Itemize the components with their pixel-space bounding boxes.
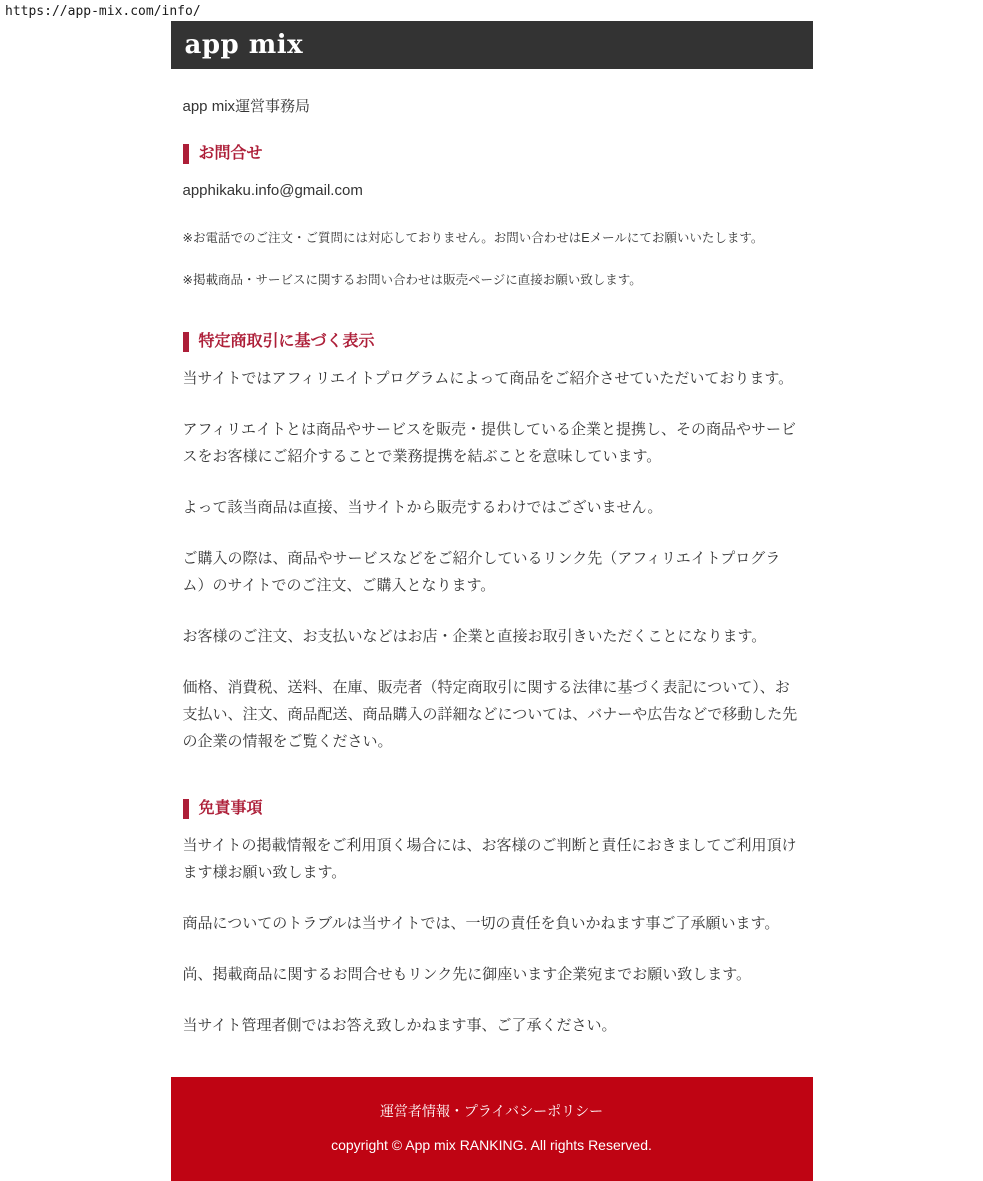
section-transactions [183, 332, 801, 755]
page-container [171, 21, 813, 1181]
main-content [171, 93, 813, 1039]
paragraph: 当サイト管理者側ではお答え致しかねます事、ご了承ください。 [182, 1017, 617, 1034]
paragraph: アフィリエイトとは商品やサービスを販売・提供している企業と提携し、その商品やサービスをお客様にご紹介することで業務提携を結ぶことを意味しています。 [182, 421, 797, 465]
paragraph: 尚、掲載商品に関するお問合せもリンク先に御座います企業宛までお願い致します。 [182, 966, 752, 983]
section-heading-contact: お問合せ [183, 144, 801, 164]
section-heading-transactions: 特定商取引に基づく表示 [183, 332, 801, 352]
footer-privacy-link[interactable]: 運営者情報・プライバシーポリシー [379, 1103, 604, 1119]
section-disclaimer [183, 799, 801, 1039]
site-header [171, 21, 813, 69]
contact-note: ※掲載商品・サービスに関するお問い合わせは販売ページに直接お願い致します。 [182, 273, 642, 287]
contact-email: apphikaku.info@gmail.com [182, 182, 363, 199]
paragraph: 当サイトではアフィリエイトプログラムによって商品をご紹介させていただいております。 [182, 370, 794, 387]
paragraph: ご購入の際は、商品やサービスなどをご紹介しているリンク先（アフィリエイトプログラム）のサイトでのご注文、ご購入となります。 [182, 550, 781, 594]
paragraph: 商品についてのトラブルは当サイトでは、一切の責任を負いかねます事ご了承願います。 [182, 915, 780, 932]
contact-note: ※お電話でのご注文・ご質問には対応しておりません。お問い合わせはEメールにてお願いいたします。 [182, 231, 764, 245]
paragraph: よって該当商品は直接、当サイトから販売するわけではございません。 [182, 499, 663, 516]
paragraph: 価格、消費税、送料、在庫、販売者（特定商取引に関する法律に基づく表記について）、お支払い、注文、商品配送、商品購入の詳細などについては、バナーや広告などで移動した先の企業の情報をご覧ください。 [182, 679, 798, 750]
site-footer [171, 1077, 813, 1181]
paragraph: お客様のご注文、お支払いなどはお店・企業と直接お取引きいただくことになります。 [182, 628, 767, 645]
site-title[interactable]: app mix [184, 30, 304, 60]
section-heading-disclaimer: 免責事項 [183, 799, 801, 819]
copyright-text: copyright © App mix RANKING. All rights Reserved. [331, 1137, 652, 1153]
page-url: https://app-mix.com/info/ [5, 4, 201, 19]
paragraph: 当サイトの掲載情報をご利用頂く場合には、お客様のご判断と責任におきましてご利用頂けます様お願い致します。 [182, 837, 797, 881]
operator-name: app mix運営事務局 [182, 98, 311, 115]
section-contact [183, 144, 801, 288]
